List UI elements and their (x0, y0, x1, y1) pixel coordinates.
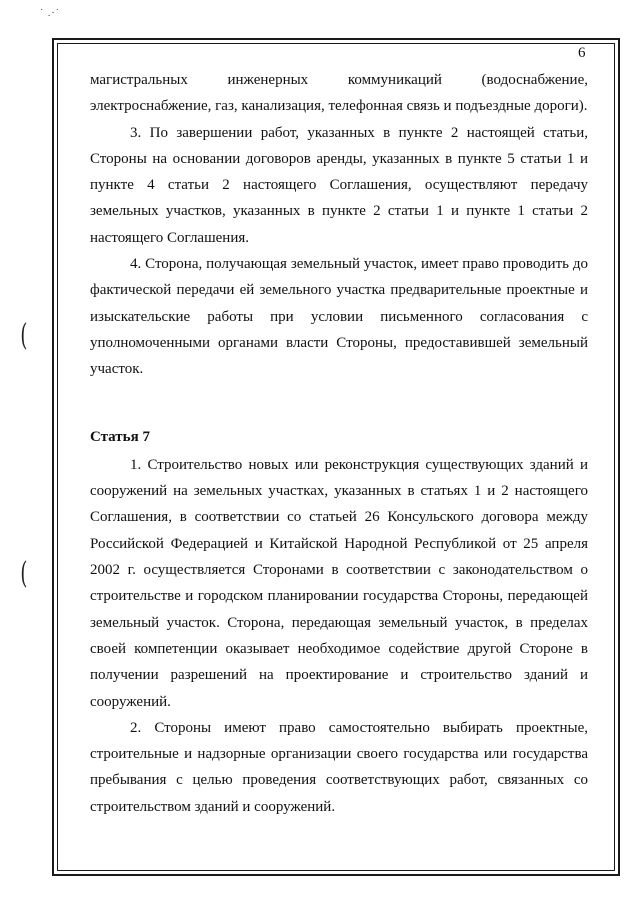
article-7-title: Статья 7 (90, 428, 150, 445)
margin-bracket-mark: ( (20, 318, 28, 353)
margin-bracket-mark: ( (20, 556, 28, 591)
page-number: 6 (578, 45, 586, 61)
paragraph-3: 3. По завершении работ, указанных в пункте 2 настоящей статьи, Стороны на основании договоров аренды, указанных в пункте 5 статьи 1 и пункте 4 статьи 2 настоящего Соглашения, осуществляют передачу земельных участков, указанных в пункте 2 статьи 1 и пункте 1 статьи 2 настоящего Соглашения. (90, 124, 588, 246)
scan-specks: ˙ .·˙ (40, 8, 60, 19)
article-7-paragraph-1: 1. Строительство новых или реконструкция существующих зданий и сооружений на земельных участках, указанных в статьях 1 и 2 настоящего Соглашения, в соответствии со статьей 26 Консульского договора между Российской Федерацией и Китайской Народной Республикой от 25 апреля 2002 г. осуществляется Сторонами в соответствии с законодательством о строительстве и городском планировании государства Стороны, передающей земельный участок. Сторона, передающая земельный участок, в пределах своей компетенции оказывает необходимое содействие другой Стороне в получении разрешений на проектирование и строительство зданий и сооружений. (90, 456, 588, 710)
paragraph-continuation: магистральных инженерных коммуникаций (водоснабжение, электроснабжение, газ, канализация, телефонная связь и подъездные дороги). (90, 72, 588, 115)
paragraph-4: 4. Сторона, получающая земельный участок, имеет право проводить до фактической передачи ей земельного участка предварительные проектные и изыскательские работы при условии письменного согласования с уполномоченными органами власти Стороны, предоставившей земельный участок. (90, 256, 588, 378)
document-body (90, 67, 588, 820)
article-7-paragraph-2: 2. Стороны имеют право самостоятельно выбирать проектные, строительные и надзорные организации своего государства или государства пребывания с целью проведения соответствующих работ, связанных со строительством зданий и сооружений. (90, 719, 588, 815)
